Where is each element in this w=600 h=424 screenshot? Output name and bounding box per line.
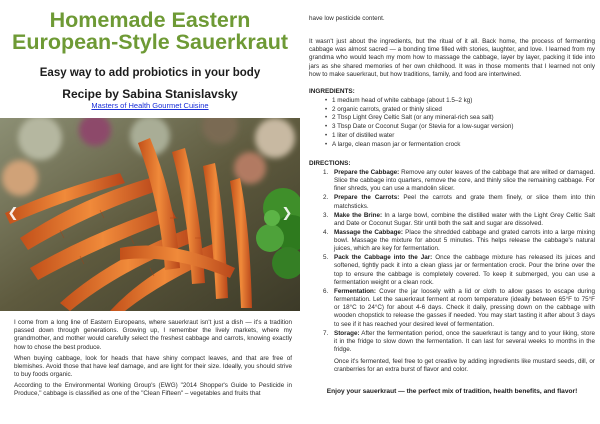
bullet-icon: •	[325, 106, 328, 113]
subtitle: Easy way to add probiotics in your body	[39, 67, 261, 79]
bullet-icon: •	[325, 124, 328, 131]
title-line-1: Homemade Eastern	[49, 8, 251, 32]
bullet-icon: •	[325, 115, 328, 122]
ingredient-item: • 3 Tbsp Date or Coconut Sugar (or Stevia for a low-sugar version)	[325, 123, 514, 131]
chevron-left-icon[interactable]: ❮	[7, 206, 19, 221]
ingredient-item: • 1 medium head of white cabbage (about 1.5–2 kg)	[325, 97, 473, 104]
intro-paragraph: I come from a long line of Eastern Europeans, where sauerkraut isn't just a dish — it's a tradition passed down through generations. Growing up, I remember the lively markets, where my grandmother, and mother would carefully select the freshest cabbage and carrots, knowing exactly how to chose the best produce.	[14, 319, 292, 351]
direction-step: 7. Storage: After the fermentation period, once the sauerkraut is tangy and to your liking, store it in the fridge to slow down the fermentation. It can last for several weeks to months in the fridge.	[323, 329, 595, 354]
ewg-paragraph-continued: have low pesticide content.	[309, 15, 385, 22]
ingredient-item: • 1 liter of distilled water	[325, 131, 395, 139]
variation-note: Once it's fermented, feel free to get creative by adding ingredients like mustard seeds, dill, or cranberries for an extra burst of flavor and color.	[334, 358, 595, 374]
author-link[interactable]: Masters of Health Gourmet Cuisine	[91, 101, 209, 110]
direction-step: 1. Prepare the Cabbage: Remove any outer leaves of the cabbage that are wilted or damaged. Slice the cabbage into quarters, remove the core, and thinly slice the remaining cabbage. For finer shreds, you can use a mandolin slicer.	[323, 169, 596, 193]
direction-step: 6. Fermentation: Cover the jar loosely with a lid or cloth to allow gases to escape during fermentation. Let the sauerkraut ferment at room temperature (ideally between 65°F to 75°F or 18°C to 24°C) for about 4-6 days. Check it daily, pressing down on the cabbage with wooden chopstick to release the gasses if needed. You may start tasting it after about 3 days to see if it has reached your desired level of fermentation.	[323, 287, 595, 328]
bullet-icon: •	[325, 98, 328, 104]
ewg-paragraph: According to the Environmental Working Group's (EWG) "2014 Shopper's Guide to Pesticide in Produce," cabbage is classified as one of the "Clean Fifteen" – vegetables and fruits that	[14, 382, 292, 398]
title-line-2: European-Style Sauerkraut	[11, 30, 288, 54]
bullet-icon: •	[325, 141, 328, 148]
direction-step: 2. Prepare the Carrots: Peel the carrots and grate them finely, or slice them into thin matchsticks.	[323, 194, 595, 210]
ingredient-item: • 2 organic carrots, grated or thinly sliced	[325, 105, 442, 113]
ingredients-list	[325, 97, 595, 149]
ingredients-heading: INGREDIENTS:	[309, 88, 355, 95]
closing-line: Enjoy your sauerkraut — the perfect mix of tradition, health benefits, and flavor!	[326, 388, 578, 395]
right-column	[309, 0, 595, 424]
tradition-paragraph: It wasn't just about the ingredients, but the ritual of it all. Back home, the process of fermenting cabbage was almost sacred — a bonding time filled with stories, laughter, and love. I learned from my grandma who would teach my mom how to massage the cabbage, layer by layer, packing it tide into jars as she shared memories of her own childhood. It was in those moments that I learned not only how to make sauerkraut, but how traditions, family, and food are intertwined.	[309, 38, 595, 78]
directions-list	[323, 169, 595, 355]
author-byline: Recipe by Sabina Stanislavsky	[62, 87, 238, 101]
ingredient-item: • 2 Tbsp Light Grey Celtic Salt (or any mineral-rich sea salt)	[325, 114, 494, 122]
direction-step: 3. Make the Brine: In a large bowl, combine the distilled water with the Light Grey Celtic Salt and Date or Coconut Sugar. Stir until both the salt and sugar are dissolved.	[323, 211, 595, 227]
direction-step: 5. Pack the Cabbage into the Jar: Once the cabbage mixture has released its juices and softened, tightly pack it into a clean glass jar or fermentation crock. Pour the brine over the top to ensure the cabbage is completely covered. To keep it submerged, you can use a fermentation weight or a clean rock.	[323, 254, 596, 286]
recipe-title	[0, 9, 300, 53]
direction-step: 4. Massage the Cabbage: Place the shredded cabbage and grated carrots into a large mixing bowl. Massage the mixture for about 5 minutes. This helps release the cabbage's natural juices, which are key for fermentation.	[323, 228, 595, 253]
hero-image-carousel	[0, 118, 300, 311]
chevron-right-icon[interactable]: ❯	[281, 206, 293, 221]
bullet-icon: •	[325, 132, 328, 139]
directions-heading: DIRECTIONS:	[309, 160, 351, 167]
carrots-photo	[0, 118, 300, 311]
buying-tips-paragraph: When buying cabbage, look for heads that have shiny compact leaves, and that are free of blemishes. Avoid those that have leaf damage, and are light for their size. Ideally, you should strive to buy foods organic.	[14, 355, 292, 379]
ingredient-item: • A large, clean mason jar or fermentation crock	[325, 140, 461, 148]
